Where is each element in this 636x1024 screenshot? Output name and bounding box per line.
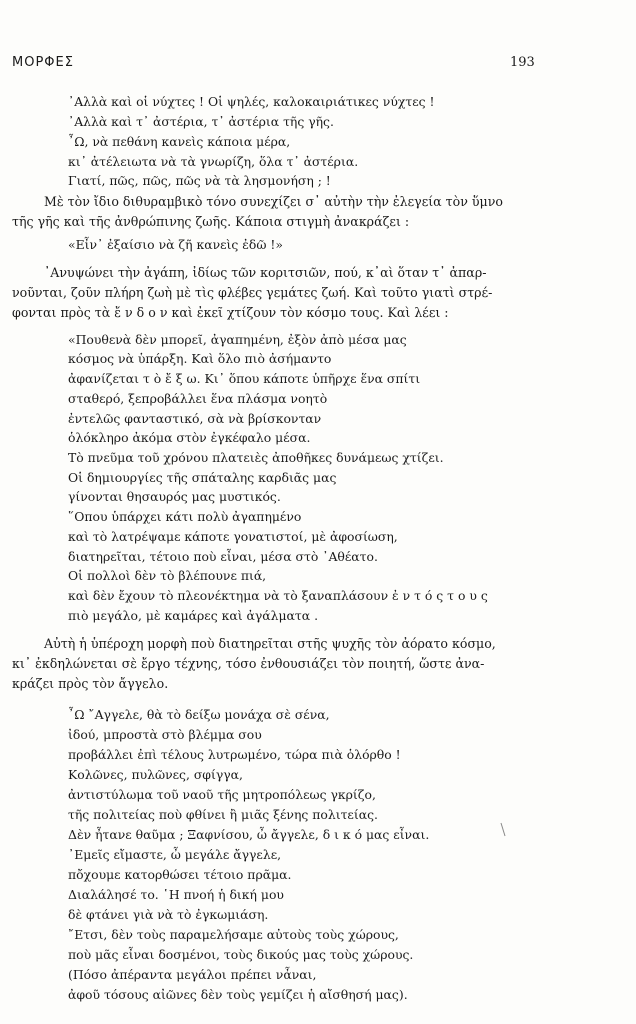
- verse-line: πὄχουμε κατορθώσει τέτοιο πρᾶμα.: [68, 867, 292, 882]
- verse-line: ᾿Αλλὰ καὶ οἱ νύχτες ! Οἱ ψηλές, καλοκαιριάτικες νύχτες !: [68, 94, 435, 109]
- verse-line: Οἱ δημιουργίες τῆς σπάταλης καρδιᾶς μας: [68, 470, 337, 485]
- verse-line: Οἱ πολλοὶ δὲν τὸ βλέπουνε πιά,: [68, 568, 267, 583]
- verse-line: Διαλάλησέ το. ῾Η πνοή ἡ δική μου: [68, 887, 284, 902]
- verse-line: ποὺ μᾶς εἶναι δοσμένοι, τοὺς δικούς μας τοὺς χώρους.: [68, 947, 414, 962]
- verse-line: Δὲν ἦτανε θαῦμα ; Ξαφνίσου, ὦ ἄγγελε, δ ι κ ό μας εἶναι.: [68, 827, 430, 842]
- prose-line: ᾿Ανυψώνει τὴν ἀγάπη, ἰδίως τῶν κοριτσιῶν, πού, κ᾿αὶ ὅταν τ᾿ ἀπαρ-: [44, 265, 487, 280]
- verse-line: ὁλόκληρο ἀκόμα στὸν ἐγκέφαλο μέσα.: [68, 430, 311, 445]
- running-title: ΜΟΡΦΕΣ: [12, 54, 74, 70]
- verse-line: Τὸ πνεῦμα τοῦ χρόνου πλατειὲς ἀποθῆκες δυνάμεως χτίζει.: [68, 450, 444, 465]
- verse-line: κι᾿ ἀτέλειωτα νὰ τὰ γνωρίζη, ὅλα τ᾿ ἀστέρια.: [68, 154, 359, 169]
- verse-line: γίνονται θησαυρός μας μυστικός.: [68, 489, 281, 504]
- verse-line: πιὸ μεγάλο, μὲ καμάρες καὶ ἀγάλματα .: [68, 608, 319, 623]
- prose-line: Αὐτὴ ἡ ὑπέροχη μορφὴ ποὺ διατηρεῖται στῆς ψυχῆς τὸν ἀόρατο κόσμο,: [44, 636, 496, 651]
- quotation: «Εἶν᾿ ἐξαίσιο νὰ ζῆ κανεὶς ἐδῶ !»: [68, 237, 283, 252]
- verse-line: ἰδού, μπροστὰ στὸ βλέμμα σου: [68, 727, 262, 742]
- prose-line: Μὲ τὸν ἴδιο διθυραμβικὸ τόνο συνεχίζει σ᾿ αὐτὴν τὴν ἐλεγεία τὸν ὕμνο: [44, 194, 503, 209]
- verse-line: Κολῶνες, πυλῶνες, σφίγγα,: [68, 767, 243, 782]
- verse-line: ἐντελῶς φανταστικό, σὰ νὰ βρίσκονταν: [68, 411, 322, 426]
- prose-line: κράζει πρὸς τὸν ἄγγελο.: [12, 676, 169, 691]
- verse-line: σταθερό, ξεπροβάλλει ἕνα πλάσμα νοητὸ: [68, 391, 328, 406]
- verse-line: κόσμος νὰ ὑπάρξη. Καὶ ὅλο πιὸ ἀσήμαντο: [68, 351, 332, 366]
- verse-line: καὶ τὸ λατρέψαμε κάποτε γονατιστοί, μὲ ἀφοσίωση,: [68, 529, 398, 544]
- verse-line: καὶ δὲν ἔχουν τὸ πλεονέκτημα νὰ τὸ ξαναπλάσουν ἐ ν τ ό ς τ ο υ ς: [68, 588, 488, 603]
- verse-line: ᾿Αλλὰ καὶ τ᾿ ἀστέρια, τ᾿ ἀστέρια τῆς γῆς.: [68, 114, 334, 129]
- page-header: [12, 52, 536, 72]
- verse-line: δὲ φτάνει γιὰ νὰ τὸ ἐγκωμιάση.: [68, 907, 269, 922]
- verse-line: «Πουθενὰ δὲν μπορεῖ, ἀγαπημένη, ἐξὸν ἀπὸ μέσα μας: [68, 332, 407, 347]
- prose-line: τῆς γῆς καὶ τῆς ἀνθρώπινης ζωῆς. Κάποια στιγμὴ ἀνακράζει :: [12, 214, 410, 229]
- verse-line: ῞Οπου ὑπάρχει κάτι πολὺ ἀγαπημένο: [68, 509, 302, 524]
- verse-line: διατηρεῖται, τέτοιο ποὺ εἶναι, μέσα στὸ ᾿Αθέατο.: [68, 549, 378, 564]
- verse-line: ῏Ω ῎Αγγελε, θὰ τὸ δείξω μονάχα σὲ σένα,: [68, 707, 330, 722]
- verse-line: ᾿Εμεῖς εἴμαστε, ὦ μεγάλε ἄγγελε,: [68, 847, 282, 862]
- pencil-mark: [500, 822, 508, 838]
- prose-line: νοῦνται, ζοῦν πλήρη ζωὴ μὲ τὶς φλέβες γεμάτες ζωή. Καὶ τοῦτο γιατὶ στρέ-: [12, 285, 493, 300]
- verse-line: ῎Ετσι, δὲν τοὺς παραμελήσαμε αὐτοὺς τοὺς χώρους,: [68, 927, 399, 942]
- prose-line: φονται πρὸς τὰ ἔ ν δ ο ν καὶ ἐκεῖ χτίζουν τὸν κόσμο τους. Καὶ λέει :: [12, 305, 449, 320]
- verse-line: ἀφοῦ τόσους αἰῶνες δὲν τοὺς γεμίζει ἡ αἴσθησή μας).: [68, 987, 408, 1002]
- verse-line: ἀφανίζεται τ ὸ ἔ ξ ω. Κι᾿ ὅπου κάποτε ὑπῆρχε ἕνα σπίτι: [68, 371, 421, 386]
- verse-line: ἀντιστύλωμα τοῦ ναοῦ τῆς μητροπόλεως γκρίζο,: [68, 787, 376, 802]
- verse-line: τῆς πολιτείας ποὺ φθίνει ἢ μιᾶς ξένης πολιτείας.: [68, 807, 378, 822]
- verse-line: ῏Ω, νὰ πεθάνη κανεὶς κάποια μέρα,: [68, 134, 291, 149]
- verse-line: προβάλλει ἐπὶ τέλους λυτρωμένο, τώρα πιὰ ὁλόρθο !: [68, 747, 401, 762]
- page-number: 193: [510, 55, 535, 70]
- verse-line: (Πόσο ἀπέραντα μεγάλοι πρέπει νἆναι,: [68, 967, 317, 982]
- prose-line: κι᾿ ἐκδηλώνεται σὲ ἔργο τέχνης, τόσο ἐνθουσιάζει τὸν ποιητή, ὥστε ἀνα-: [12, 656, 485, 671]
- verse-line: Γιατί, πῶς, πῶς, πῶς νὰ τὰ λησμονήση ; !: [68, 173, 331, 188]
